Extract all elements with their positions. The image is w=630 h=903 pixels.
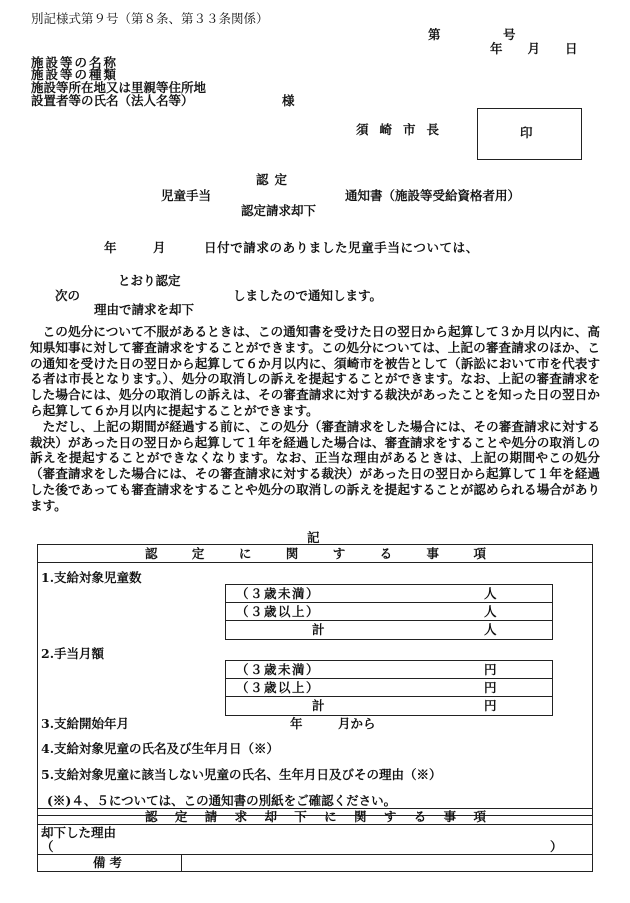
note-label: 記 [307,530,320,545]
item4-label: 4.支給対象児童の氏名及び生年月日（※） [41,741,280,756]
facility-address-label: 施設等所在地又は里親等住所地 [31,80,207,95]
amount-total-label: 計 [312,698,325,713]
amount-under3-label: （３歳未満） [236,662,321,677]
decision-suffix: しましたので通知します。 [233,288,383,303]
decision-prefix: 次の [55,288,81,303]
facility-name-label: 施設等の名称 [31,55,119,70]
decision-option-lower: 理由で請求を却下 [94,302,195,317]
request-year: 年 [104,240,117,255]
children-total-label: 計 [312,622,325,637]
rejection-header: 認 定 請 求 却 下 に 関 す る 事 項 [145,809,486,824]
rejection-reason-label: 却下した理由 [41,825,117,840]
amount-total-unit: 円 [484,698,497,713]
decision-option-upper: とおり認定 [118,273,181,288]
start-year: 年 [290,716,303,731]
title-right: 通知書（施設等受給資格者用） [345,188,521,203]
title-option-lower: 認定請求却下 [241,203,317,218]
reason-paren-close: ） [550,839,563,854]
children-over3-unit: 人 [484,604,497,619]
title-option-upper: 認定 [256,172,294,187]
start-label: 3.支給開始年月 [41,716,130,731]
amount-under3-unit: 円 [484,662,497,677]
children-total-unit: 人 [484,622,497,637]
title-left: 児童手当 [161,188,212,203]
monthly-amount-label: 2.手当月額 [41,646,105,661]
issuer-label: 須崎市長 [356,122,451,137]
children-under3-unit: 人 [484,586,497,601]
item5-label: 5.支給対象児童に該当しない児童の氏名、生年月日及びその理由（※） [41,767,442,782]
number-label: 第 号 [428,27,516,42]
footnote: (※)４、５については、この通知書の別紙をご確認ください。 [47,793,397,808]
children-over3-label: （３歳以上） [236,604,321,619]
amount-over3-unit: 円 [484,680,497,695]
appeal-paragraph-1: この処分について不服があるときは、この通知書を受けた日の翌日から起算して３か月以内に、高知県知事に対して審査請求をすることができます。この処分については、上記の審査請求のほか、この通知を受けた日の翌日から起算して６か月以内に、須崎市を被告として（訴訟において市を代表する者は市長となります。）、処分の取消しの訴えを提起することができます。なお、上記の審査請求をした場合には、処分の取消しの訴えは、その審査請求に対する裁決があったことを知った日の翌日から起算して６か月以内に提起することができます。 [30,324,600,418]
reason-paren-open: （ [41,839,54,854]
start-month-from: 月から [338,716,376,731]
appeal-paragraph-2: ただし、上記の期間が経過する前に、この処分（審査請求をした場合には、その審査請求に対する裁決）があった日の翌日から起算して１年を経過した場合は、審査請求をすることや処分の取消しの訴えを提起することができなくなります。なお、正当な理由があるときは、上記の期間やこの処分（審査請求をした場合には、その審査請求に対する裁決）があった日の翌日から起算して１年を経過した後であっても審査請求をすることや処分の取消しの訴えを提起することが認められる場合があります。 [30,418,600,513]
appeal-notice [30,324,600,514]
request-month: 月 [153,240,166,255]
approval-header: 認 定 に 関 す る 事 項 [145,546,486,561]
honorific: 様 [282,93,295,108]
request-sentence: 日付で請求のありました児童手当については、 [204,240,479,255]
amount-over3-label: （３歳以上） [236,680,321,695]
remarks-label: 備考 [93,855,127,870]
children-under3-label: （３歳未満） [236,586,321,601]
founder-name-label: 設置者等の氏名（法人名等） [31,93,194,108]
children-count-label: 1.支給対象児童数 [41,570,142,585]
form-label: 別記様式第９号（第８条、第３３条関係） [31,11,269,26]
seal-box [477,108,582,160]
date-label: 年 月 日 [490,41,578,56]
seal-label: 印 [520,125,533,140]
facility-type-label: 施設等の種類 [31,67,119,82]
